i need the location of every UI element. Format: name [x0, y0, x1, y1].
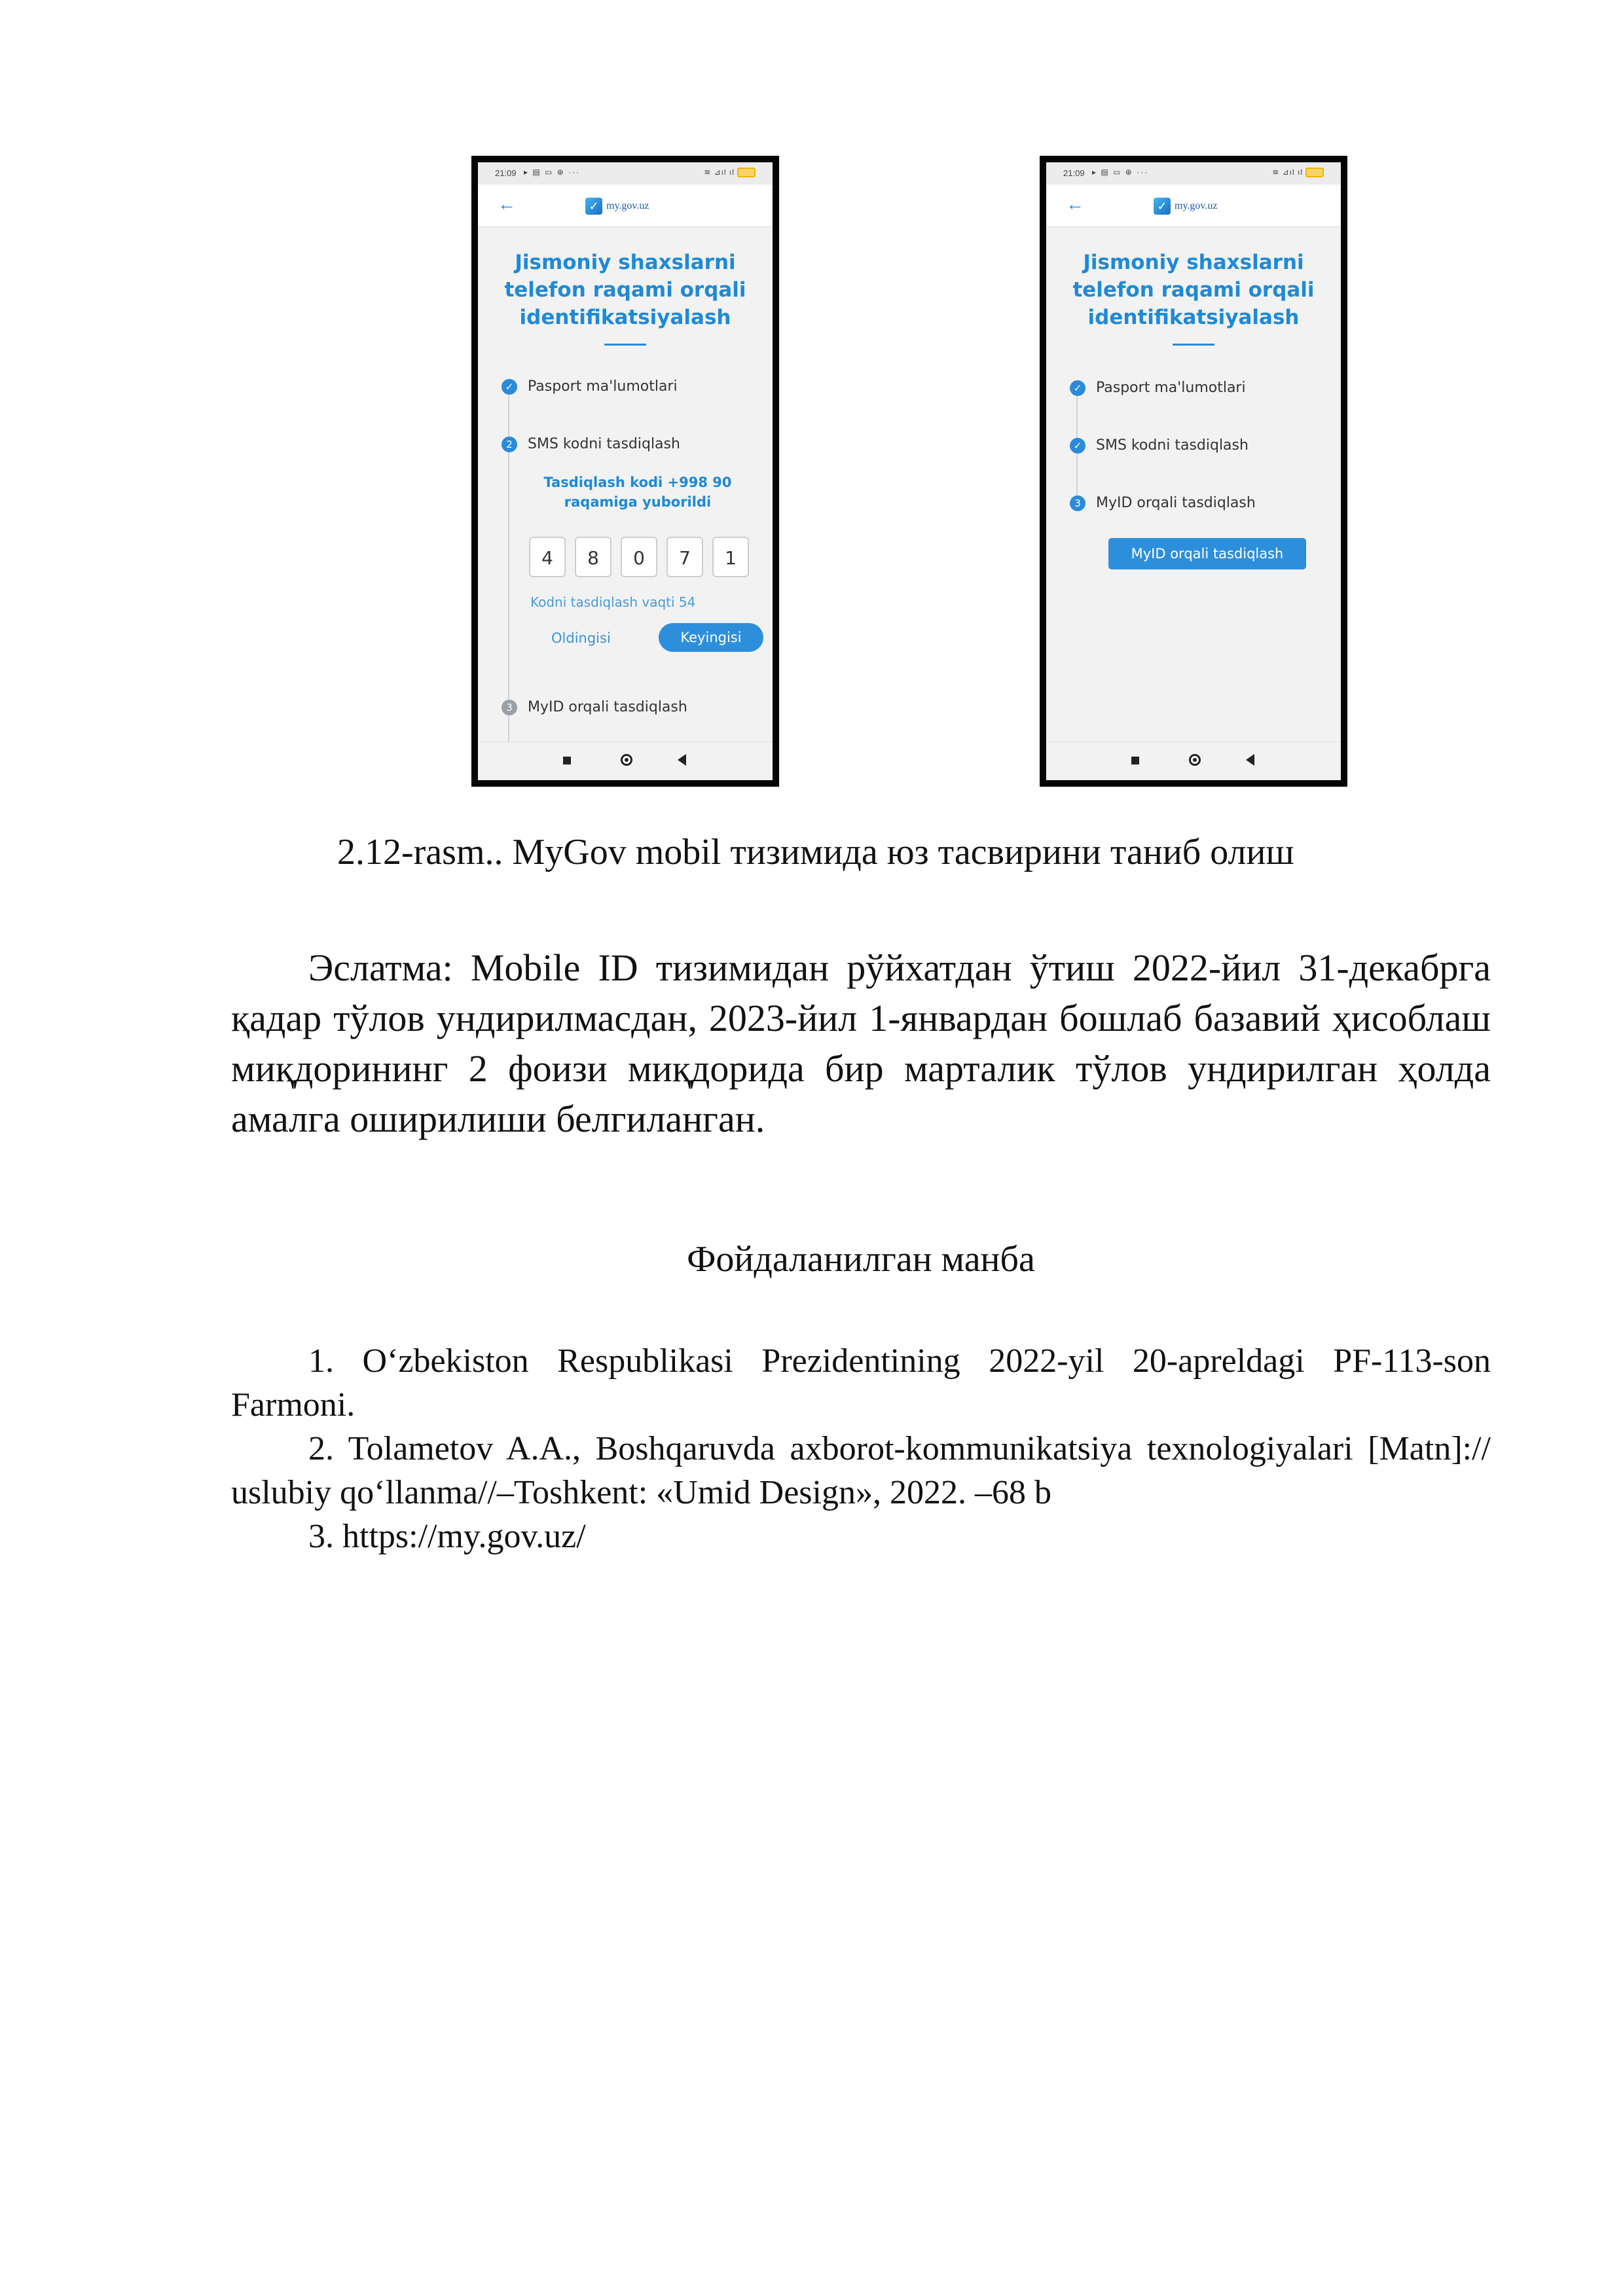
notification-icons: ▸ ▤ ▭ ⊕ ···: [1092, 168, 1149, 177]
step-number: 3: [501, 700, 517, 715]
step-sms: [501, 436, 680, 452]
check-icon: [1070, 438, 1085, 454]
code-timer: Kodni tasdiqlash vaqti 54: [530, 594, 696, 610]
signal-battery-icons: ≋ ⊿ıl ıl: [1272, 168, 1324, 177]
back-triangle-icon[interactable]: [678, 754, 686, 766]
status-bar: [1046, 162, 1341, 185]
android-nav-bar: [478, 742, 773, 780]
myid-verify-button[interactable]: MyID orqali tasdiqlash: [1108, 538, 1306, 569]
step-myid: [1070, 495, 1256, 511]
step-passport: [501, 378, 678, 395]
code-digit-input[interactable]: 0: [621, 537, 657, 577]
step-label: MyID orqali tasdiqlash: [528, 699, 687, 715]
logo-text: my.gov.uz: [1175, 200, 1218, 211]
screen-title: Jismoniy shaxslarni telefon raqami orqali identifikatsiyalash: [1072, 251, 1315, 329]
previous-button[interactable]: Oldingisi: [551, 630, 611, 646]
next-button[interactable]: Keyingisi: [659, 623, 763, 652]
mygov-logo: [585, 196, 649, 216]
step-number: 3: [1070, 495, 1085, 511]
battery-icon: [1305, 168, 1324, 177]
step-myid: [501, 699, 687, 715]
step-label: SMS kodni tasdiqlash: [1096, 437, 1249, 454]
recents-icon[interactable]: [563, 757, 571, 764]
reference-item[interactable]: 3. https://my.gov.uz/: [308, 1518, 586, 1555]
app-header: [478, 185, 773, 227]
step-label: Pasport ma'lumotlari: [528, 378, 678, 395]
recents-icon[interactable]: [1131, 757, 1139, 764]
code-digit-input[interactable]: 8: [575, 537, 611, 577]
phone-screenshot-myid-step: [1040, 156, 1347, 787]
back-arrow-icon[interactable]: ←: [1066, 194, 1084, 214]
step-label: SMS kodni tasdiqlash: [528, 436, 680, 452]
reference-item: 1. O‘zbekiston Respublikasi Prezidentining 2022-yil 20-apreldagi PF-113-son Farmoni.: [231, 1342, 1491, 1424]
signal-battery-icons: ≋ ⊿ıl ıl: [704, 168, 756, 177]
phone-screenshot-sms-step: [471, 156, 779, 787]
code-input-group: [529, 537, 758, 577]
code-digit-input[interactable]: 7: [666, 537, 703, 577]
mygov-logo-icon: ✓: [1154, 198, 1171, 215]
step-label: Pasport ma'lumotlari: [1096, 380, 1246, 396]
back-triangle-icon[interactable]: [1246, 754, 1254, 766]
home-icon[interactable]: [621, 754, 632, 766]
sms-sent-info: Tasdiqlash kodi +998 90 raqamiga yuborildi: [543, 475, 732, 510]
notification-icons: ▸ ▤ ▭ ⊕ ···: [524, 168, 581, 177]
status-time: 21:09: [1063, 168, 1085, 178]
title-underline: [604, 344, 646, 346]
note-paragraph: Эслатма: Mobile ID тизимидан рўйхатдан ўтиш 2022-йил 31-декабрга қадар тўлов ундирилмасдан, 2023-йил 1-январдан бошлаб базавий ҳисоблаш миқдорининг 2 фоизи миқдорида бир марталик тўлов ундирилган ҳолда амалга оширилиши белгиланган.: [231, 946, 1491, 1140]
step-sms: [1070, 437, 1249, 454]
figure-caption: 2.12-rasm.. MyGov mobil тизимида юз тасвирини таниб олиш: [337, 832, 1294, 872]
app-header: [1046, 185, 1341, 227]
step-label: MyID orqali tasdiqlash: [1096, 495, 1256, 511]
home-icon[interactable]: [1189, 754, 1201, 766]
step-passport: [1070, 380, 1246, 396]
check-icon: [501, 379, 517, 395]
title-underline: [1173, 344, 1214, 346]
screen-title: Jismoniy shaxslarni telefon raqami orqali identifikatsiyalash: [504, 251, 746, 329]
step-number: 2: [501, 437, 517, 452]
mygov-logo-icon: ✓: [585, 198, 602, 215]
logo-text: my.gov.uz: [606, 200, 649, 211]
back-arrow-icon[interactable]: ←: [498, 194, 516, 214]
code-digit-input[interactable]: 4: [529, 537, 566, 577]
status-bar: [478, 162, 773, 185]
reference-list: [231, 1339, 1491, 1558]
battery-icon: [737, 168, 756, 177]
reference-item: 2. Tolametov A.A., Boshqaruvda axborot-kommunikatsiya texnologiyalari [Matn]:// uslubiy qo‘llanma//–Toshkent: «Umid Design», 2022. –68 b: [231, 1430, 1491, 1511]
android-nav-bar: [1046, 742, 1341, 780]
mygov-logo: [1154, 196, 1217, 216]
sources-heading: Фойдаланилган манба: [687, 1239, 1035, 1280]
status-time: 21:09: [495, 168, 517, 178]
code-digit-input[interactable]: 1: [712, 537, 749, 577]
check-icon: [1070, 380, 1085, 396]
